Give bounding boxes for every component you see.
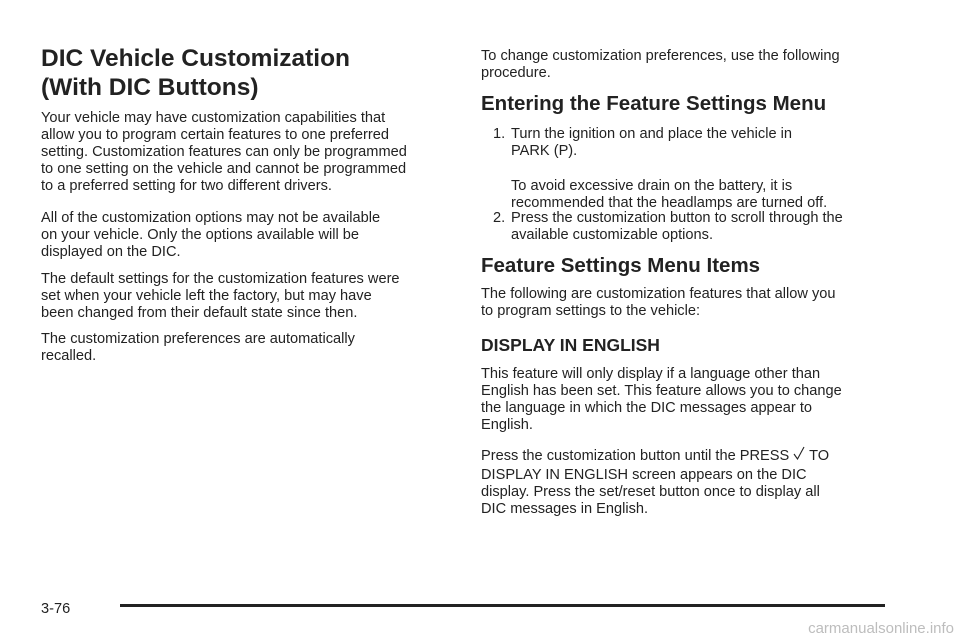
text-line: Press the customization button to scroll through the	[511, 210, 843, 226]
paragraph-display-english	[481, 366, 842, 434]
text-line: To avoid excessive drain on the battery, it is	[511, 178, 793, 194]
text-line: to one setting on the vehicle and cannot be programmed	[41, 160, 407, 177]
text-line: All of the customization options may not be available	[41, 210, 381, 226]
text-line: The following are customization features that allow you	[481, 286, 836, 302]
paragraph-recalled	[41, 331, 355, 365]
text-line: DIC messages in English.	[481, 500, 649, 517]
step-number: 1.	[493, 126, 506, 142]
text-line	[481, 445, 829, 467]
text-line: the language in which the DIC messages appear to	[481, 399, 812, 416]
step-number: 2.	[493, 210, 506, 226]
paragraph-menu-items	[481, 286, 836, 320]
paragraph-defaults	[41, 271, 400, 322]
footer-divider	[120, 604, 885, 607]
text-line: recommended that the headlamps are turned off.	[511, 194, 828, 211]
paragraph-options	[41, 210, 380, 261]
text-line: PARK (P).	[511, 142, 578, 159]
text-line: on your vehicle. Only the options available will be	[41, 226, 359, 243]
text-line: allow you to program certain features to one preferred	[41, 126, 390, 143]
text-line: To change customization preferences, use the following	[481, 48, 840, 64]
text-line: recalled.	[41, 347, 97, 364]
page-title-line2: (With DIC Buttons)	[41, 74, 259, 101]
text-line: English has been set. This feature allows you to change	[481, 382, 842, 399]
text-line: to program settings to the vehicle:	[481, 302, 701, 319]
text-line: displayed on the DIC.	[41, 243, 181, 260]
section-heading-menu-items: Feature Settings Menu Items	[481, 254, 761, 277]
text-line: to a preferred setting for two different drivers.	[41, 177, 332, 194]
page-number: 3-76	[41, 601, 71, 617]
text-line: procedure.	[481, 64, 551, 81]
text-line: set when your vehicle left the factory, but may have	[41, 287, 372, 304]
text-segment: Press the customization button until the PRESS	[481, 448, 790, 464]
text-segment: TO	[809, 448, 830, 464]
paragraph-intro	[481, 48, 840, 82]
text-line: The customization preferences are automatically	[41, 331, 355, 347]
text-line: Turn the ignition on and place the vehicle in	[511, 126, 792, 142]
text-line: This feature will only display if a language other than	[481, 366, 821, 382]
watermark: carmanualsonline.info	[808, 620, 954, 637]
text-line: been changed from their default state since then.	[41, 304, 358, 321]
checkmark-icon	[793, 445, 805, 466]
section-heading-entering: Entering the Feature Settings Menu	[481, 92, 827, 115]
text-line: English.	[481, 416, 533, 433]
subheading-display-english: DISPLAY IN ENGLISH	[481, 335, 660, 355]
paragraph-press-instructions	[481, 445, 829, 518]
text-line: The default settings for the customization features were	[41, 271, 400, 287]
text-line: available customizable options.	[511, 226, 713, 243]
text-line: setting. Customization features can only be programmed	[41, 143, 407, 160]
text-line: DISPLAY IN ENGLISH screen appears on the DIC	[481, 467, 807, 483]
text-line: display. Press the set/reset button once to display all	[481, 483, 820, 500]
page-title-line1: DIC Vehicle Customization	[41, 45, 351, 72]
paragraph-capabilities	[41, 110, 407, 195]
text-line: Your vehicle may have customization capabilities that	[41, 110, 386, 126]
